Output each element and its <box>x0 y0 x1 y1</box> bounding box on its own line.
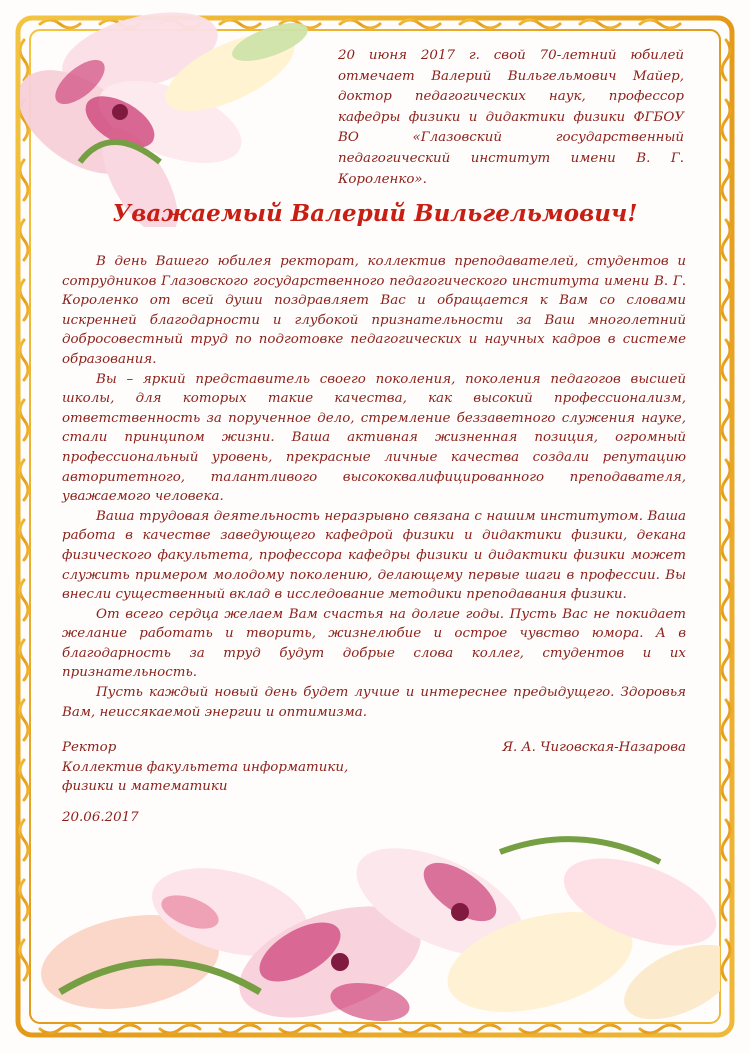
body-paragraph-3: Ваша трудовая деятельность неразрывно связана с нашим институтом. Ваша работа в качестве заведующего кафедрой физики и дидактики физики, декана физического факультета, профессора кафедры физики и дидактики физики может служить примером молодому поколению, делающему первые шаги в профессии. Вы внесли существенный вклад в исследование методики преподавания физики. <box>62 508 686 603</box>
body-paragraph-4: От всего сердца желаем Вам счастья на долгие годы. Пусть Вас не покидает желание работать и творить, жизнелюбие и острое чувство юмора. А в благодарность за труд будут добрые слова коллег, студентов и их признательность. <box>62 606 686 681</box>
document-date: 20.06.2017 <box>62 810 139 825</box>
body-paragraph-5: Пусть каждый новый день будет лучше и интереснее предыдущего. Здоровья Вам, неиссякаемой энергии и оптимизма. <box>62 685 686 720</box>
collective-line-1: Коллектив факультета информатики, <box>62 759 349 775</box>
greeting-heading: Уважаемый Валерий Вильгельмович! <box>112 200 638 227</box>
lily-flowers-bottom <box>40 792 720 1042</box>
body-paragraph-1: В день Вашего юбилея ректорат, коллектив преподавателей, студентов и сотрудников Глазовского государственного педагогического института имени В. Г. Короленко от всей души поздравляет Вас и обращается к Вам со словами искренней благодарности и глубокой признательности за Ваш многолетний добросовестный труд по подготовке педагогических и научных кадров в системе образования. <box>62 254 686 367</box>
letter-body <box>62 252 686 722</box>
signatory-name: Я. А. Чиговская-Назарова <box>502 740 686 755</box>
intro-paragraph <box>338 46 684 190</box>
intro-text: 20 июня 2017 г. свой 70-летний юбилей отмечает Валерий Вильгельмович Майер, доктор педагогических наук, профессор кафедры физики и дидактики физики ФГБОУ ВО «Глазовский государственный педагогический институт имени В. Г. Короленко». <box>338 48 684 187</box>
signatory-title: Ректор <box>62 740 117 755</box>
collective-line-2: физики и математики <box>62 779 228 795</box>
body-paragraph-2: Вы – яркий представитель своего поколения, поколения педагогов высшей школы, для которых такие качества, как высокий профессионализм, ответственность за порученное дело, стремление беззаветного служения науке, стали принципом жизни. Ваша активная жизненная позиция, огромный профессиональный уровень, прекрасные личные качества создали репутацию авторитетного, талантливого высококвалифицированного преподавателя, уважаемого человека. <box>62 371 686 505</box>
lily-flowers-top <box>20 12 330 227</box>
signature-block-left <box>62 738 348 797</box>
